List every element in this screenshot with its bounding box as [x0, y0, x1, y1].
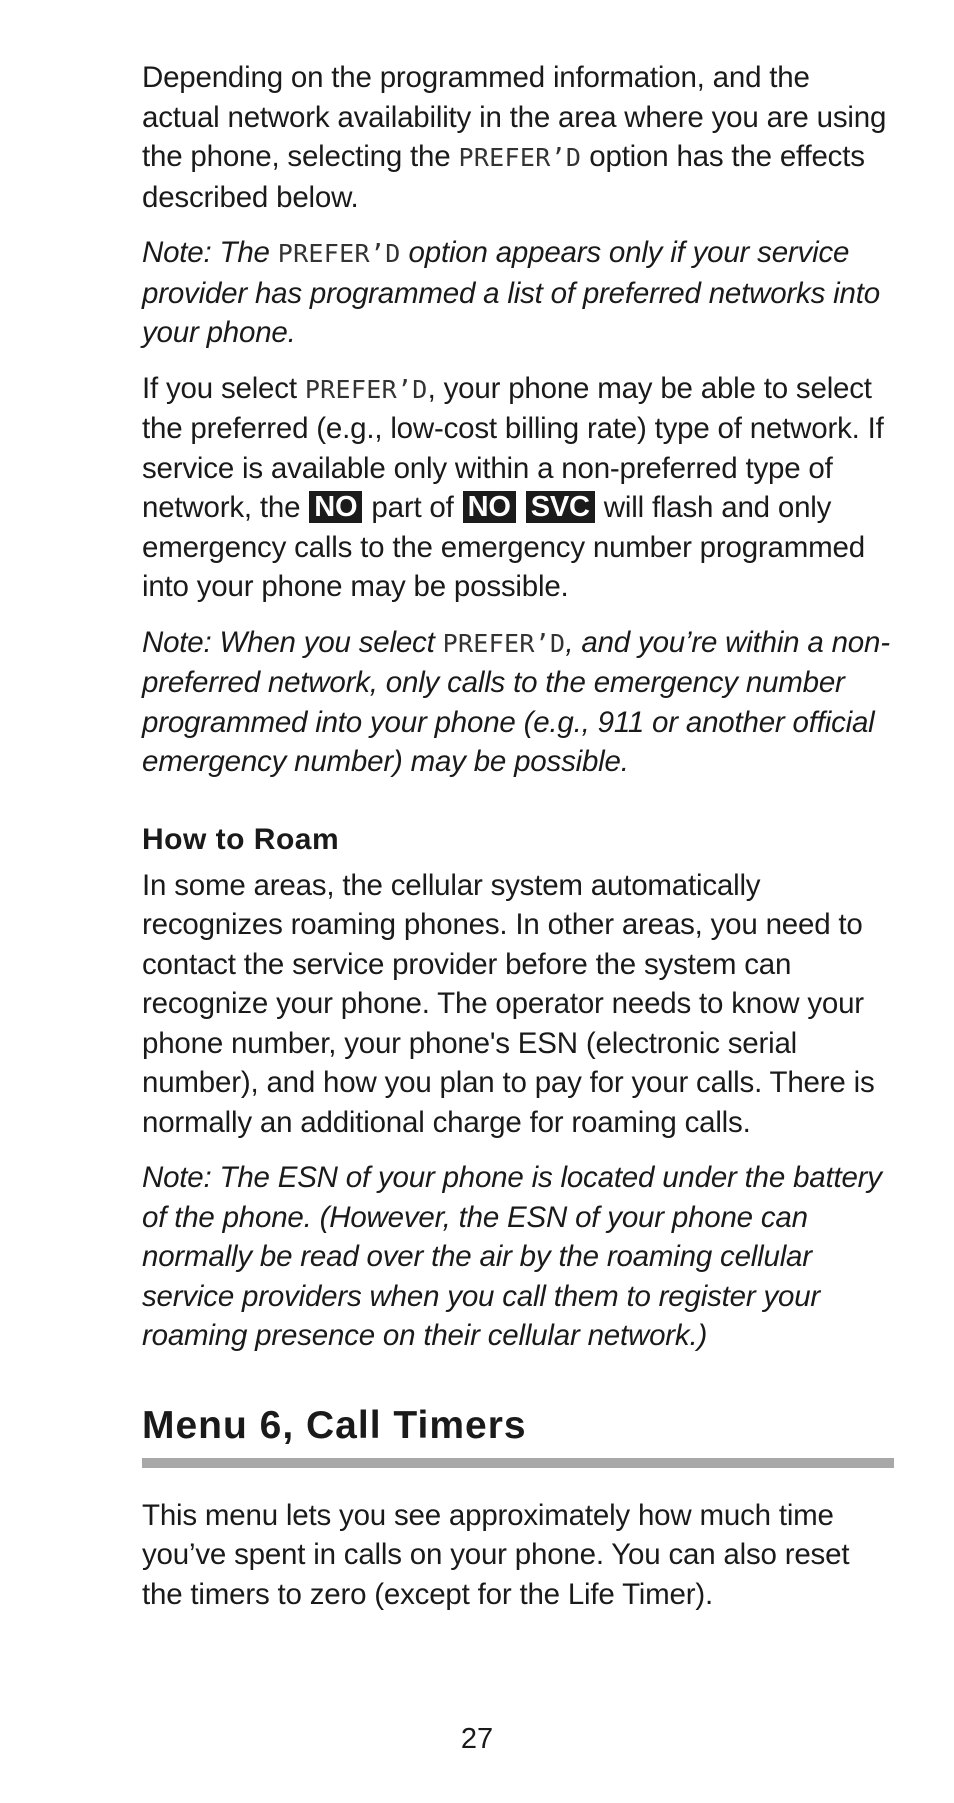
display-text-prefer-d: PREFER’D [442, 628, 566, 658]
note-preferred-option [142, 233, 894, 353]
heading-rule [142, 1458, 894, 1468]
roam-paragraph: In some areas, the cellular system automatically recognizes roaming phones. In other areas, you need to contact the service provider before the system can recognize your phone. The operator needs to know your phone number, your phone's ESN (electronic serial number), and how you plan to pay for your calls. There is normally an additional charge for roaming calls. [142, 868, 875, 1139]
text-run: option appears only if your service provider has programmed a list of preferred networks into your phone. [142, 236, 880, 349]
intro-paragraph [142, 58, 894, 217]
text-run: If you select [142, 371, 305, 405]
page-number: 27 [460, 1723, 494, 1755]
text-run: Note: The [142, 236, 278, 269]
display-text-prefer-d: PREFER’D [304, 374, 428, 404]
text-run: Note: When you select [142, 625, 443, 659]
no-indicator-badge: NO [463, 491, 516, 523]
text-run: , and you’re within a non-preferred network, only calls to the emergency number programmed into your phone (e.g., 911 or another official emergency number) may be possible. [142, 625, 890, 778]
text-run: Depending on the programmed information, and the actual network availability in the area where you are using the phone, selecting the [142, 61, 887, 173]
display-text-prefer-d: PREFER’D [277, 239, 401, 268]
select-preferred-paragraph [142, 369, 894, 607]
text-run: , your phone may be able to select the preferred (e.g., low-cost billing rate) type of network. If service is available only within a non-preferred type of network, the [142, 371, 884, 524]
page-content [142, 58, 894, 1614]
svc-indicator-badge: SVC [526, 491, 595, 523]
note-emergency-calls [142, 623, 894, 782]
display-text-prefer-d: PREFER’D [458, 143, 582, 172]
text-run: will flash and only emergency calls to the emergency number programmed into your phone may be possible. [142, 491, 865, 603]
note-esn: Note: The ESN of your phone is located under the battery of the phone. (However, the ESN of your phone can normally be read over the air by the roaming cellular service providers when you call them to register your roaming presence on their cellular network.) [142, 1161, 882, 1352]
menu6-paragraph: This menu lets you see approximately how much time you’ve spent in calls on your phone. You can also reset the timers to zero (except for the Life Timer). [142, 1498, 850, 1611]
section-heading-menu-6: Menu 6, Call Timers [142, 1403, 527, 1447]
text-run: part of [363, 491, 462, 524]
text-run: option has the effects described below. [142, 140, 865, 214]
no-indicator-badge: NO [309, 491, 362, 523]
section-heading-how-to-roam: How to Roam [142, 822, 340, 856]
